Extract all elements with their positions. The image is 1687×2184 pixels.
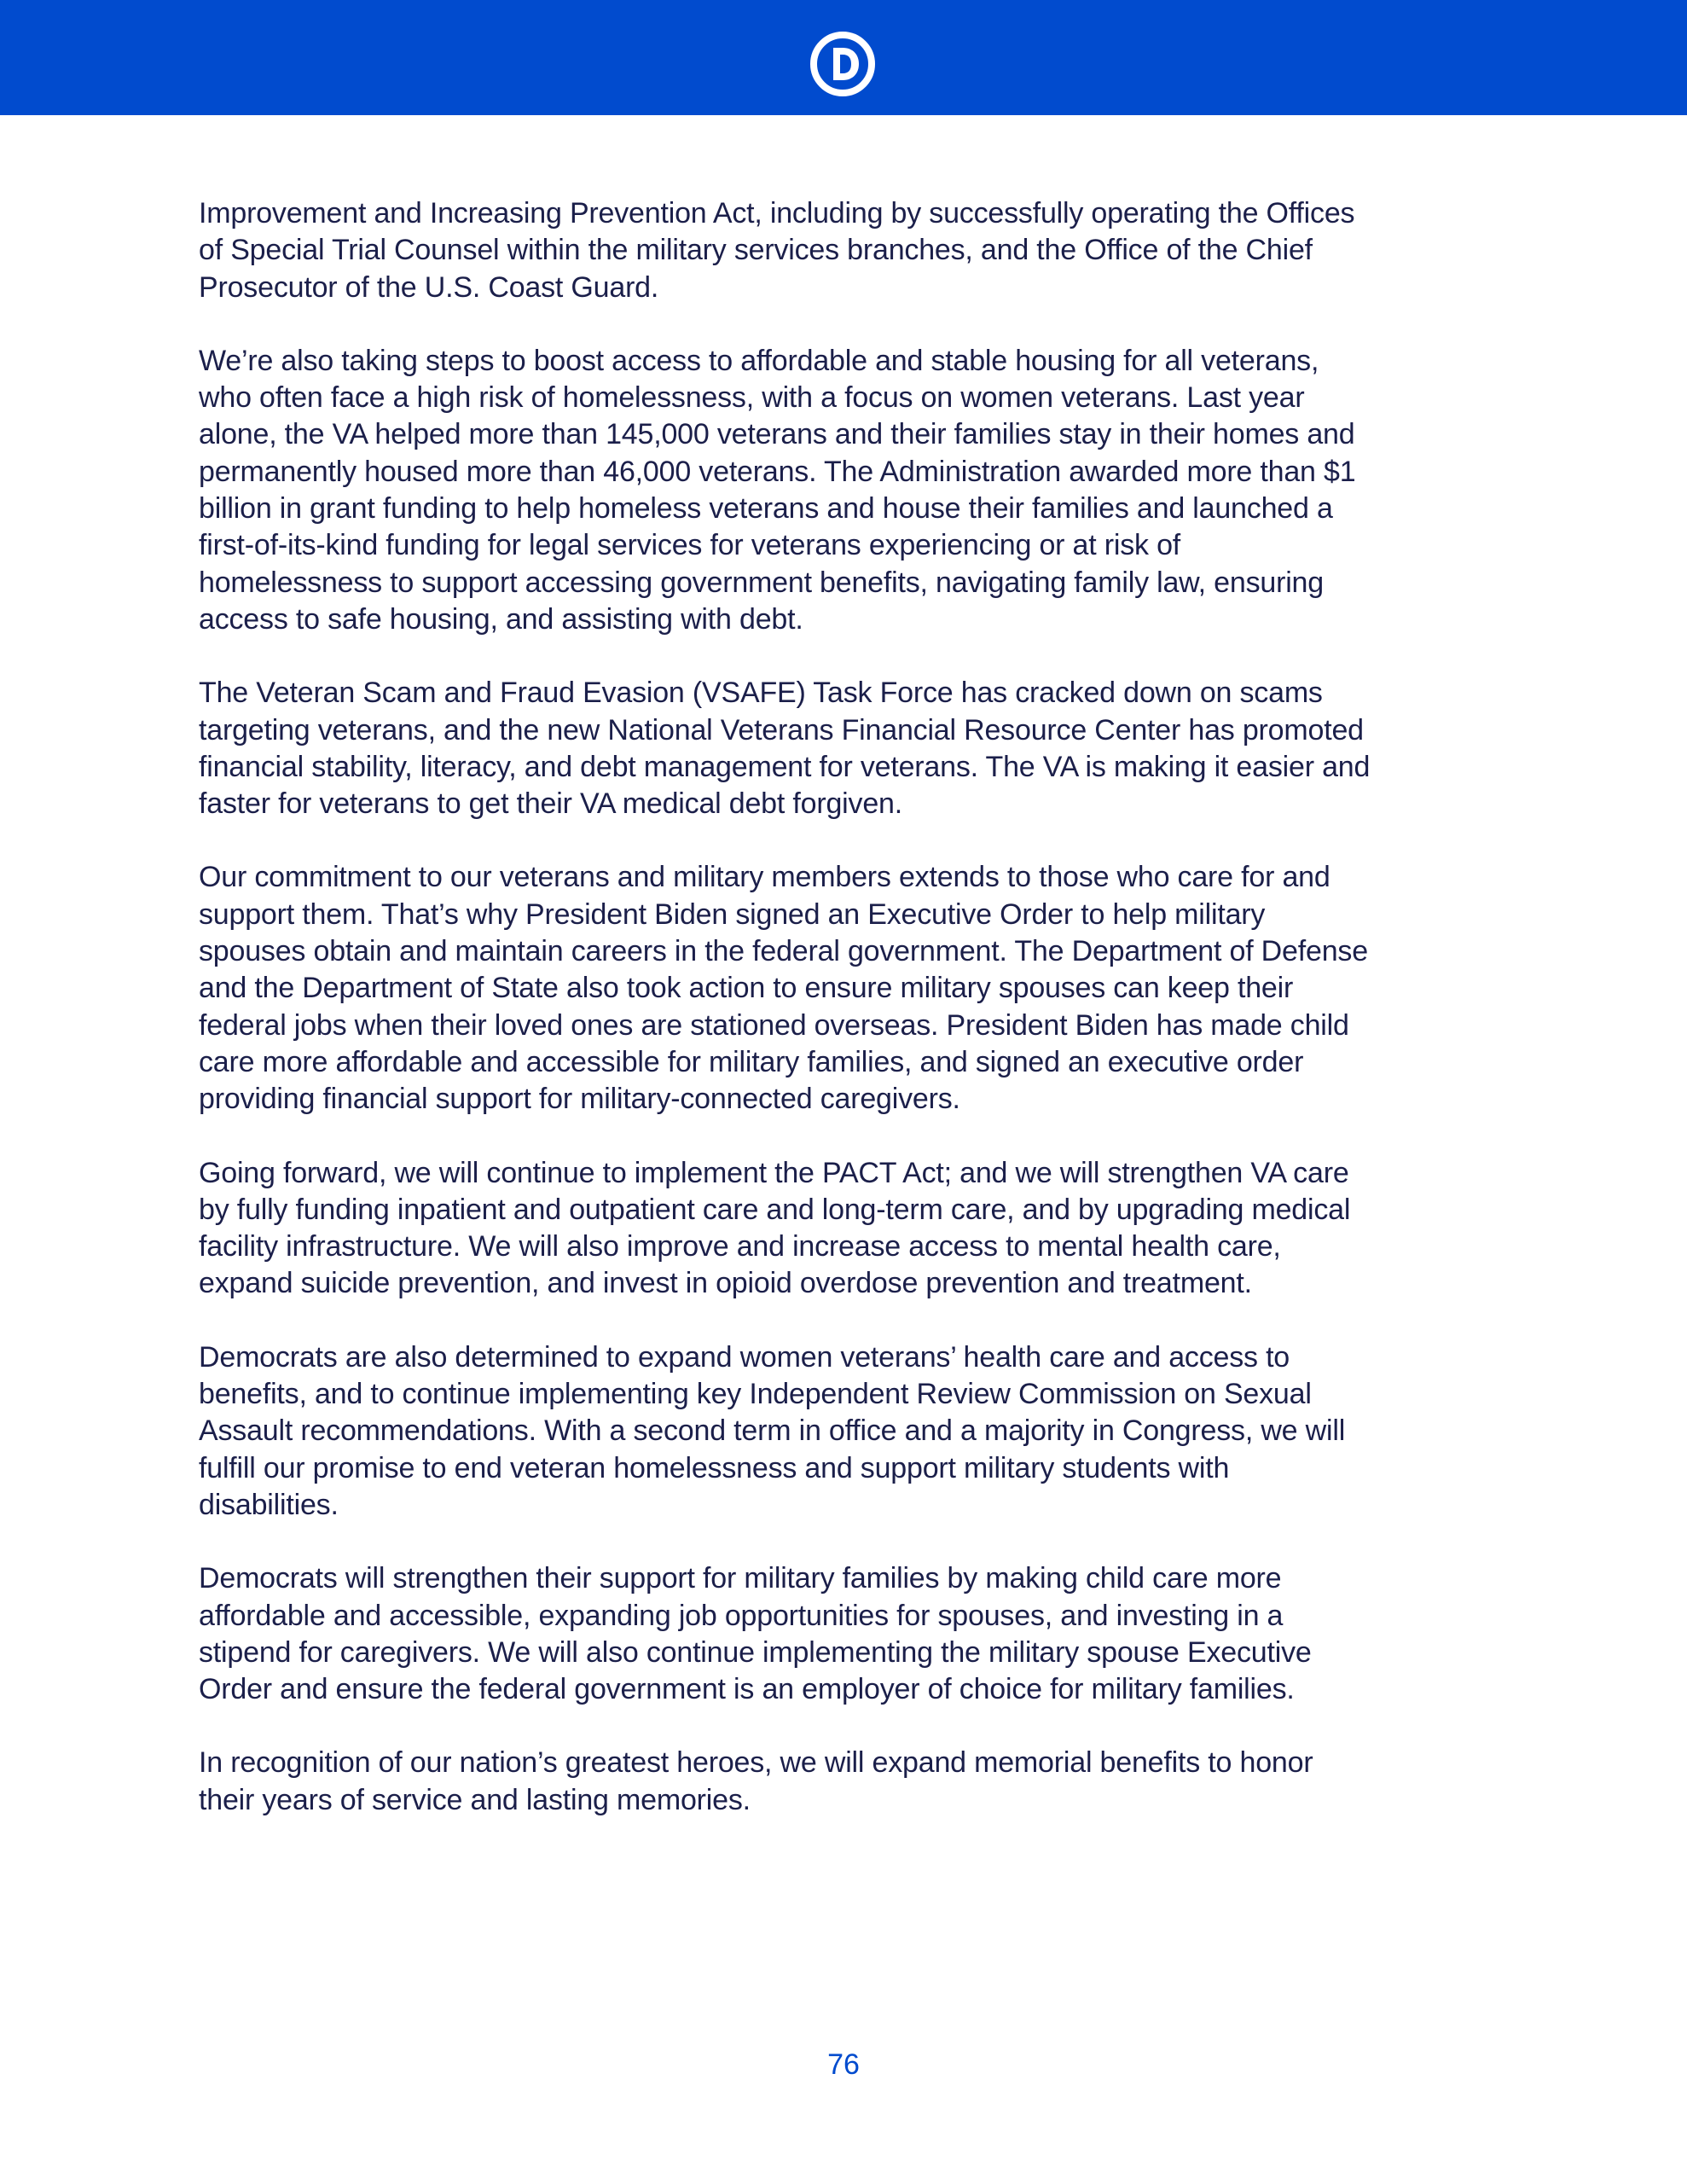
paragraph-pact-act: Going forward, we will continue to implement the PACT Act; and we will strengthen VA care by fully funding inpatient and outpatient care and long-term care, and by upgrading medical facility infrastructure. We will also improve and increase access to mental health care, expand suicide prevention, and invest in opioid overdose prevention and treatment.	[199, 1156, 1351, 1300]
page-number: 76	[827, 2048, 860, 2081]
document-body	[199, 195, 1495, 1856]
paragraph-memorial-benefits: In recognition of our nation’s greatest heroes, we will expand memorial benefits to honor their years of service and lasting memories.	[199, 1746, 1313, 1816]
paragraph-military-spouses: Our commitment to our veterans and military members extends to those who care for and support them. That’s why President Biden signed an Executive Order to help military spouses obtain and maintain careers in the federal government. The Department of Defense and the Department of State also took action to ensure military spouses can keep their federal jobs when their loved ones are stationed overseas. President Biden has made child care more affordable and accessible for military families, and signed an executive order providing financial support for military-connected caregivers.	[199, 861, 1368, 1116]
democrats-d-logo-icon	[810, 32, 875, 96]
paragraph-sexual-assault-prevention: Improvement and Increasing Prevention Act, including by successfully operating the Offices of Special Trial Counsel within the military services branches, and the Office of the Chief Prosecutor of the U.S. Coast Guard.	[199, 197, 1355, 304]
page-header-bar	[0, 0, 1687, 115]
paragraph-women-veterans: Democrats are also determined to expand women veterans’ health care and access to benefits, and to continue implementing key Independent Review Commission on Sexual Assault recommendations. With a second term in office and a majority in Congress, we will fulfill our promise to end veteran homelessness and support military students with disabilities.	[199, 1340, 1346, 1521]
paragraph-military-families: Democrats will strengthen their support for military families by making child care more affordable and accessible, expanding job opportunities for spouses, and investing in a stipend for caregivers. We will also continue implementing the military spouse Executive Order and ensure the federal government is an employer of choice for military families.	[199, 1562, 1312, 1706]
paragraph-vsafe-task-force: The Veteran Scam and Fraud Evasion (VSAFE) Task Force has cracked down on scams targeting veterans, and the new National Veterans Financial Resource Center has promoted financial stability, literacy, and debt management for veterans. The VA is making it easier and faster for veterans to get their VA medical debt forgiven.	[199, 677, 1371, 821]
paragraph-veteran-housing: We’re also taking steps to boost access to affordable and stable housing for all veterans, who often face a high risk of homelessness, with a focus on women veterans. Last year alone, the VA helped more than 145,000 veterans and their families stay in their homes and permanently housed more than 46,000 veterans. The Administration awarded more than $1 billion in grant funding to help homeless veterans and house their families and launched a first-of-its-kind funding for legal services for veterans experiencing or at risk of homelessness to support accessing government benefits, navigating family law, ensuring access to safe housing, and assisting with debt.	[199, 344, 1356, 636]
